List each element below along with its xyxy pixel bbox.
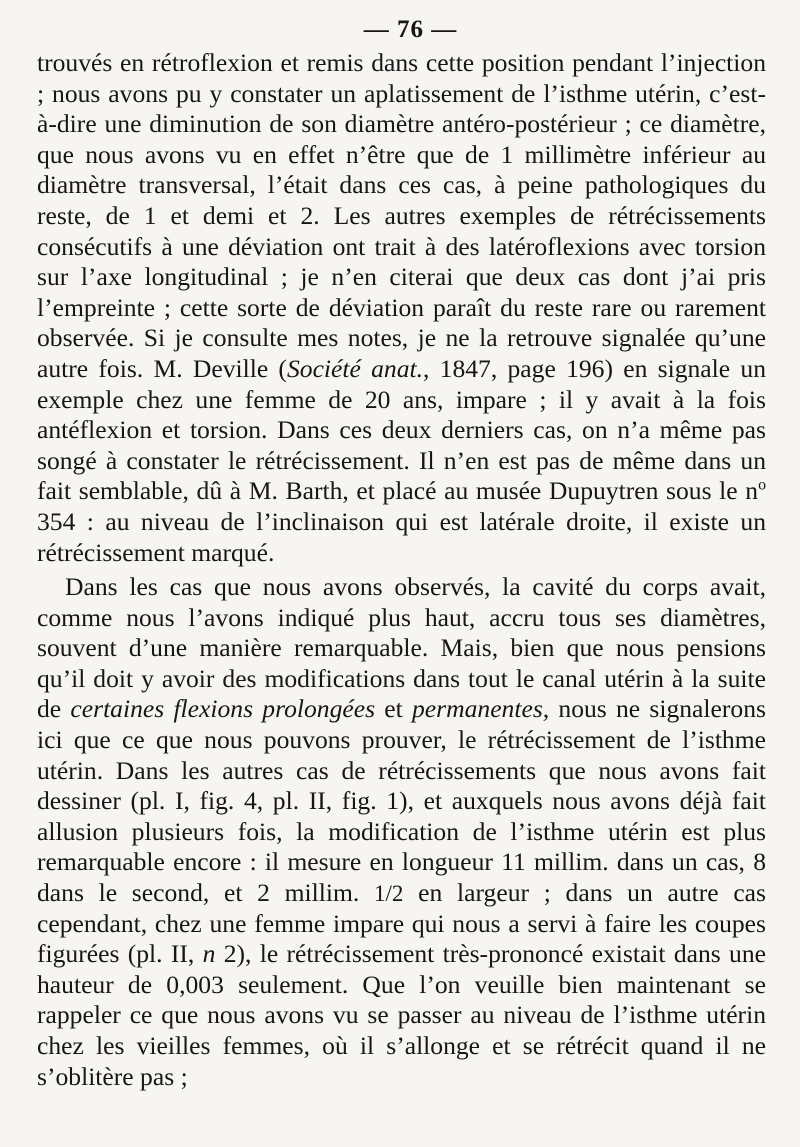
- text-segment: 354 : au niveau de l’inclinaison qui est latérale droite, il existe un rétrécissement marqué.: [37, 506, 766, 567]
- paragraph-1: [37, 48, 766, 568]
- italic-n: n: [202, 939, 216, 969]
- page-number: — 76 —: [363, 16, 458, 43]
- text-segment: nous ne signalerons ici que ce que nous pouvons prouver, le rétrécissement de l’isthme utérin. Dans les autres cas de rétrécissements que nous avons fait dessiner (pl. I, fig. 4, pl. II, fig. 1), et auxquels nous avons déjà fait allusion plusieurs fois, la modification de l’isthme utérin est plus remarquable encore : il mesure en longueur 11 millim. dans un cas, 8 dans le second, et 2 millim.: [37, 694, 766, 908]
- italic-phrase: permanentes,: [412, 694, 550, 724]
- paragraph-2: [37, 572, 766, 1092]
- italic-phrase: certaines flexions prolongées: [70, 694, 376, 724]
- text-segment: en largeur ; dans un autre cas cependant, chez une femme impare qui nous a servi à faire les coupes figurées (pl. II,: [37, 878, 766, 969]
- text-segment: , 1847, page 196) en signale un exemple chez une femme de 20 ans, impare ; il y avait à la fois antéflexion et torsion. Dans ces deux derniers cas, on n’a même pas songé à constater le rétrécissement. Il n’en est pas de même dans un fait semblable, dû à M. Barth, et placé au musée Dupuytren sous le n: [37, 353, 766, 506]
- journal-title-italic: Société anat.: [286, 353, 424, 383]
- numero-superscript: o: [758, 476, 766, 494]
- fraction-half: 1/2: [374, 880, 404, 907]
- text-segment: trouvés en rétroflexion et remis dans cette position pendant l’injection ; nous avons pu y constater un aplatissement de l’isthme utérin, c’est-à-dire une diminution de son diamètre antéro-postérieur ; ce diamètre, que nous avons vu en effet n’être que de 1 millimètre inférieur au diamètre transversal, l’était dans ces cas, à peine pathologiques du reste, de 1 et demi et 2. Les autres exemples de rétrécissements consécutifs à une déviation ont trait à des latéroflexions avec torsion sur l’axe longitudinal ; je n’en citerai que deux cas dont j’ai pris l’empreinte ; cette sorte de déviation paraît du reste rare ou rarement observée. Si je consulte mes notes, je ne la retrouve signalée qu’une autre fois. M. Deville (: [37, 48, 766, 383]
- text-body: [37, 48, 766, 1092]
- text-segment: et: [375, 694, 412, 724]
- text-segment: Dans les cas que nous avons observés, la cavité du corps avait, comme nous l’avons indiqué plus haut, accru tous ses diamètres, souvent d’une manière remarquable. Mais, bien que nous pensions qu’il doit y avoir des modifications dans tout le canal utérin à la suite de: [37, 572, 766, 724]
- text-segment: 2), le rétrécissement très-prononcé existait dans une hauteur de 0,003 seulement. Que l’on veuille bien maintenant se rappeler ce que nous avons vu se passer au niveau de l’isthme utérin chez les vieilles femmes, où il s’allonge et se rétrécit quand il ne s’oblitère pas ;: [37, 939, 766, 1091]
